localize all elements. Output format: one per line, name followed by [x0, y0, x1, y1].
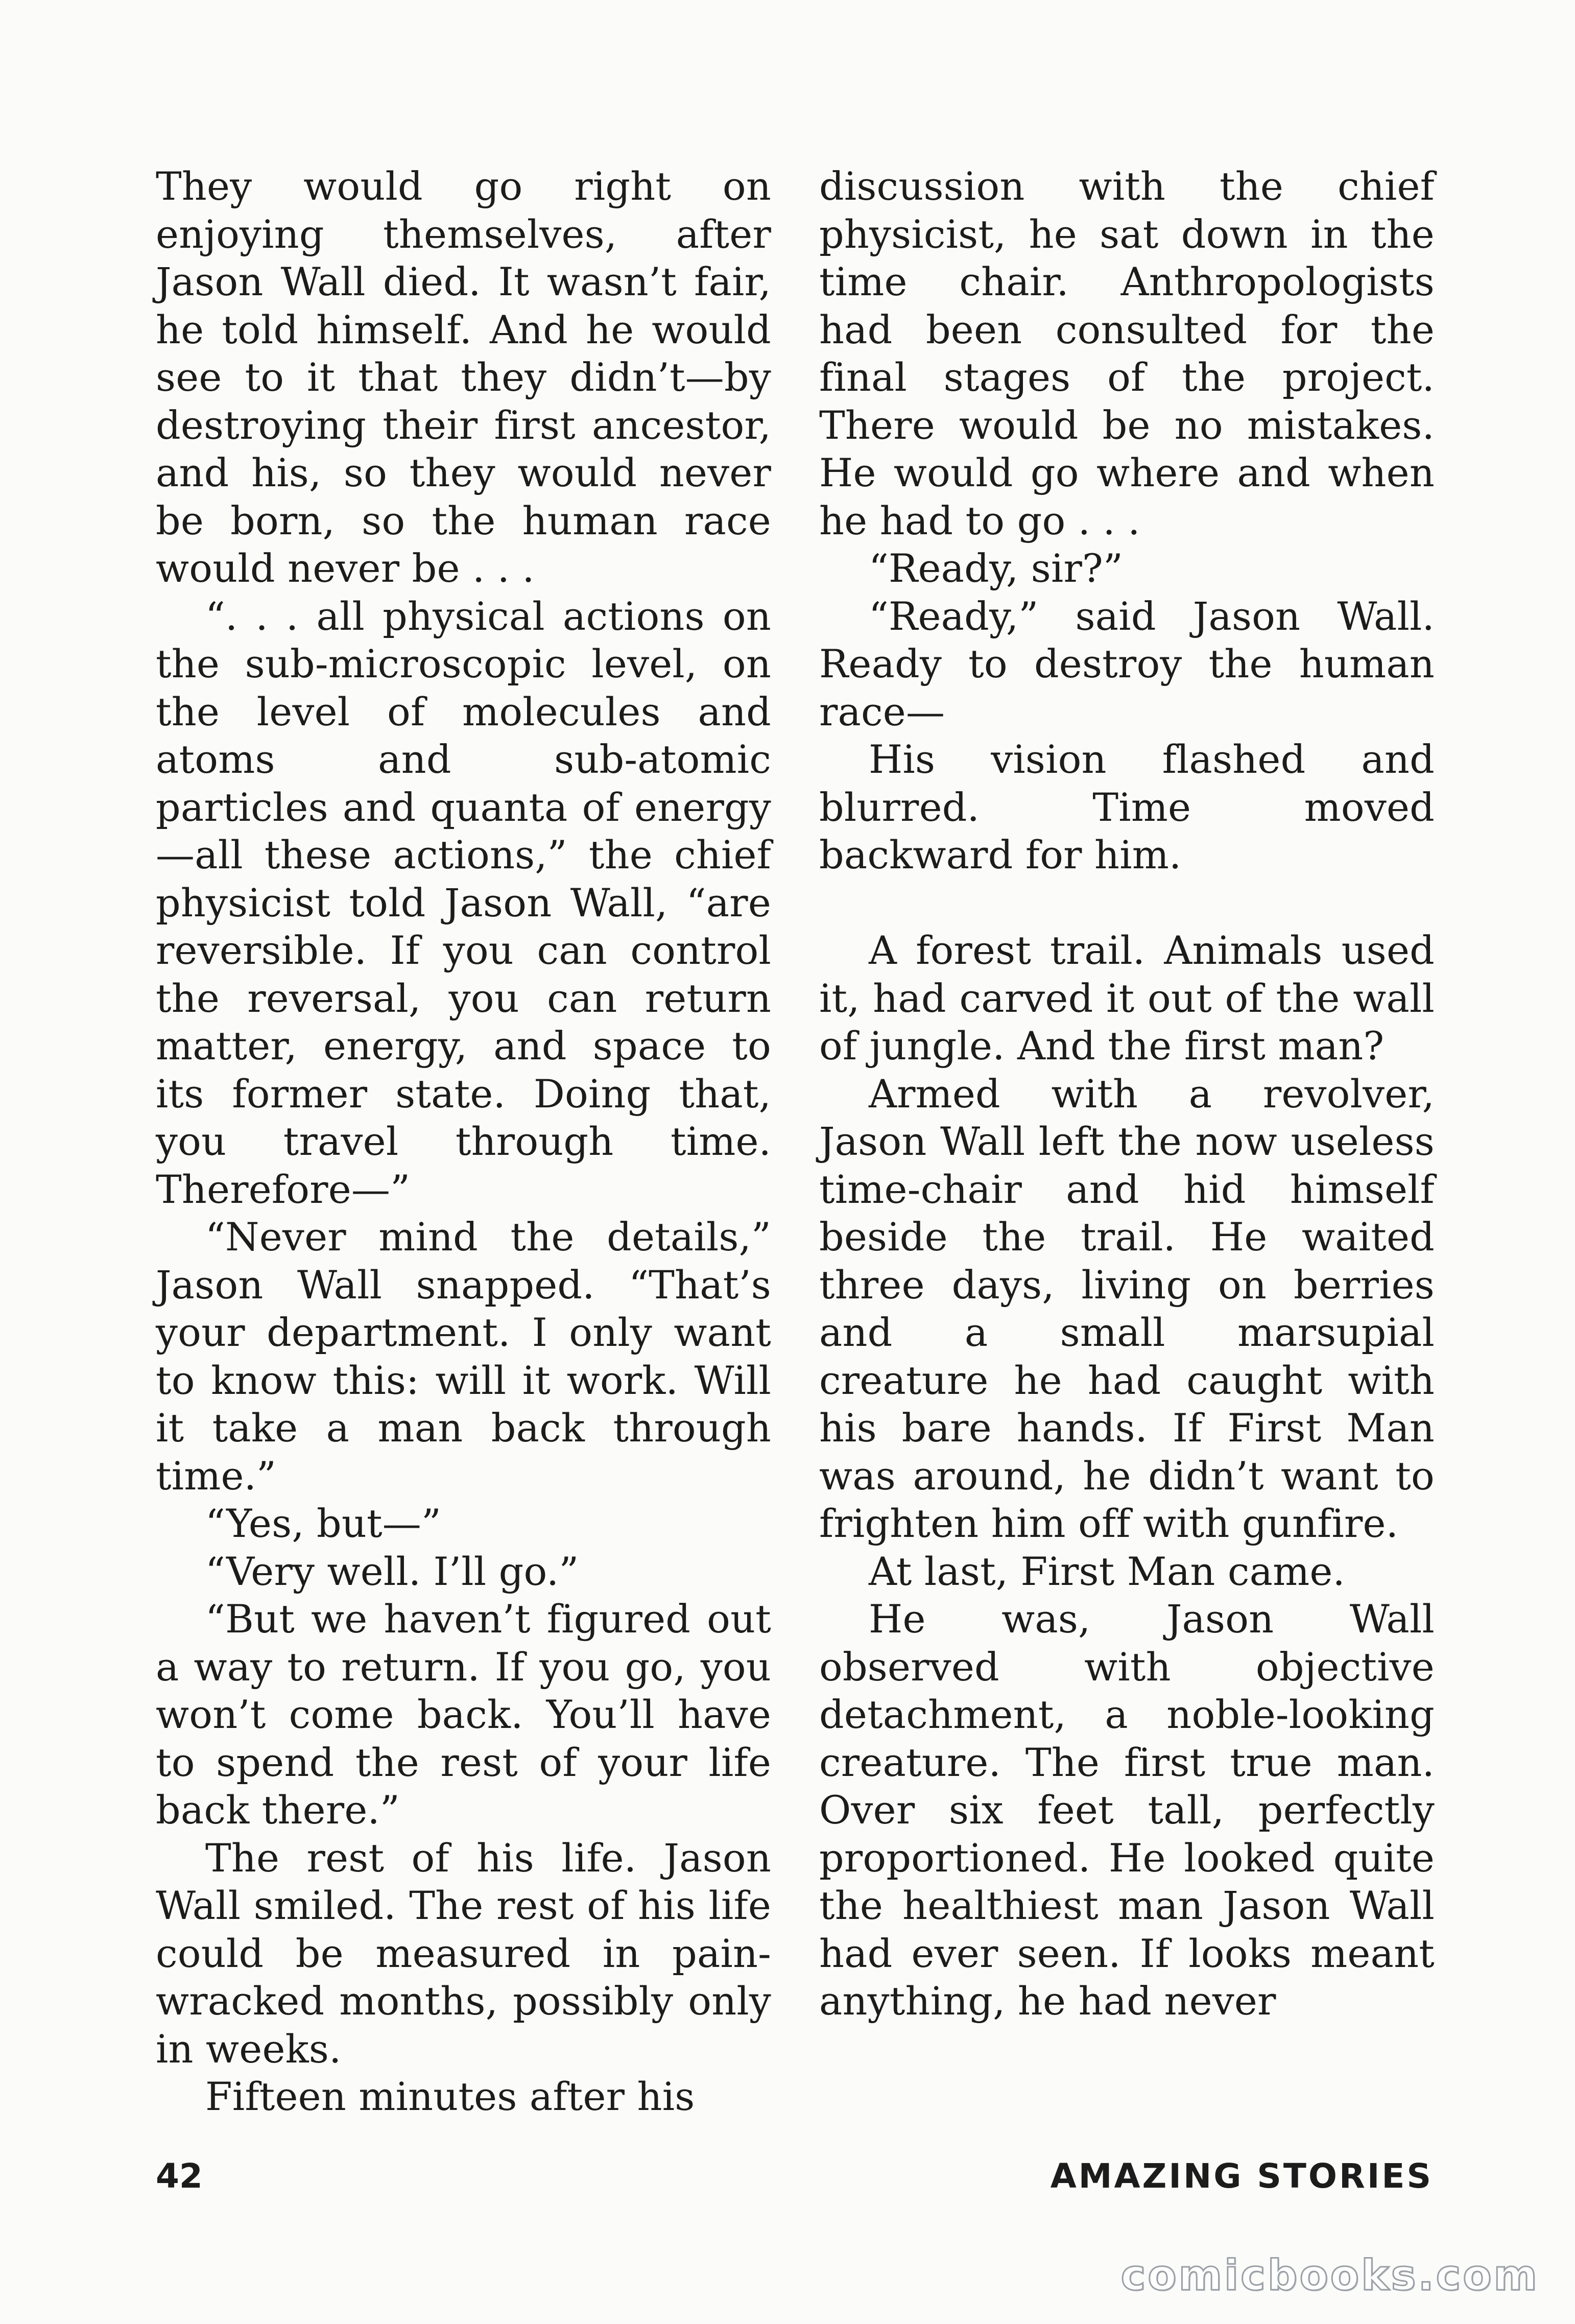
paragraph: His vision flashed and blurred. Time moved backward for him. [819, 737, 1435, 878]
paragraph: “Never mind the details,” Jason Wall snapped. “That’s your department. I only want to know this: will it work. Will it take a man back through time.” [156, 1214, 771, 1499]
right-text-column [819, 162, 1435, 2025]
paragraph: “Ready, sir?” [869, 546, 1124, 591]
watermark: comicbooks.com [1120, 2251, 1539, 2300]
paragraph: “Ready,” said Jason Wall. Ready to destroy the human race— [819, 593, 1435, 734]
paragraph: The rest of his life. Jason Wall smiled. The rest of his life could be measured in pain-wracked months, possibly only in weeks. [156, 1835, 771, 2072]
paragraph: At last, First Man came. [869, 1548, 1345, 1594]
paragraph: He was, Jason Wall observed with objective detachment, a noble-looking creature. The first true man. Over six feet tall, perfectly proportioned. He looked quite the healthiest man Jason Wall had ever seen. If looks meant anything, he had never [819, 1596, 1435, 2024]
paragraph: “But we haven’t figured out a way to return. If you go, you won’t come back. You’ll have to spend the rest of your life back there.” [156, 1596, 771, 1833]
paragraph: “Yes, but—” [205, 1501, 442, 1546]
section-start-paragraph: A forest trail. Animals used it, had carved it out of the wall of jungle. And the first man? [819, 928, 1435, 1069]
paragraph: Fifteen minutes after his [205, 2074, 695, 2119]
page-number: 42 [156, 2156, 203, 2196]
paragraph: Armed with a revolver, Jason Wall left the now useless time-chair and hid himself beside the trail. He waited three days, living on berries and a small marsupial creature he had caught with his bare hands. If First Man was around, he didn’t want to frighten him off with gunfire. [819, 1071, 1435, 1546]
paragraph: discussion with the chief physicist, he sat down in the time chair. Anthropologists had been consulted for the final stages of the project. There would be no mistakes. He would go where and when he had to go . . . [819, 163, 1435, 543]
paragraph: They would go right on enjoying themselves, after Jason Wall died. It wasn’t fair, he told himself. And he would see to it that they didn’t—by destroying their first ancestor, and his, so they would never be born, so the human race would never be . . . [156, 163, 771, 591]
running-title: AMAZING STORIES [1050, 2156, 1433, 2196]
paragraph: “Very well. I’ll go.” [205, 1548, 579, 1594]
paragraph: “. . . all physical actions on the sub-microscopic level, on the level of molecules and atoms and sub-atomic particles and quanta of energy—all these actions,” the chief physicist told Jason Wall, “are reversible. If you can control the reversal, you can return matter, energy, and space to its former state. Doing that, you travel through time. Therefore—” [156, 593, 771, 1212]
left-text-column [156, 162, 771, 2121]
